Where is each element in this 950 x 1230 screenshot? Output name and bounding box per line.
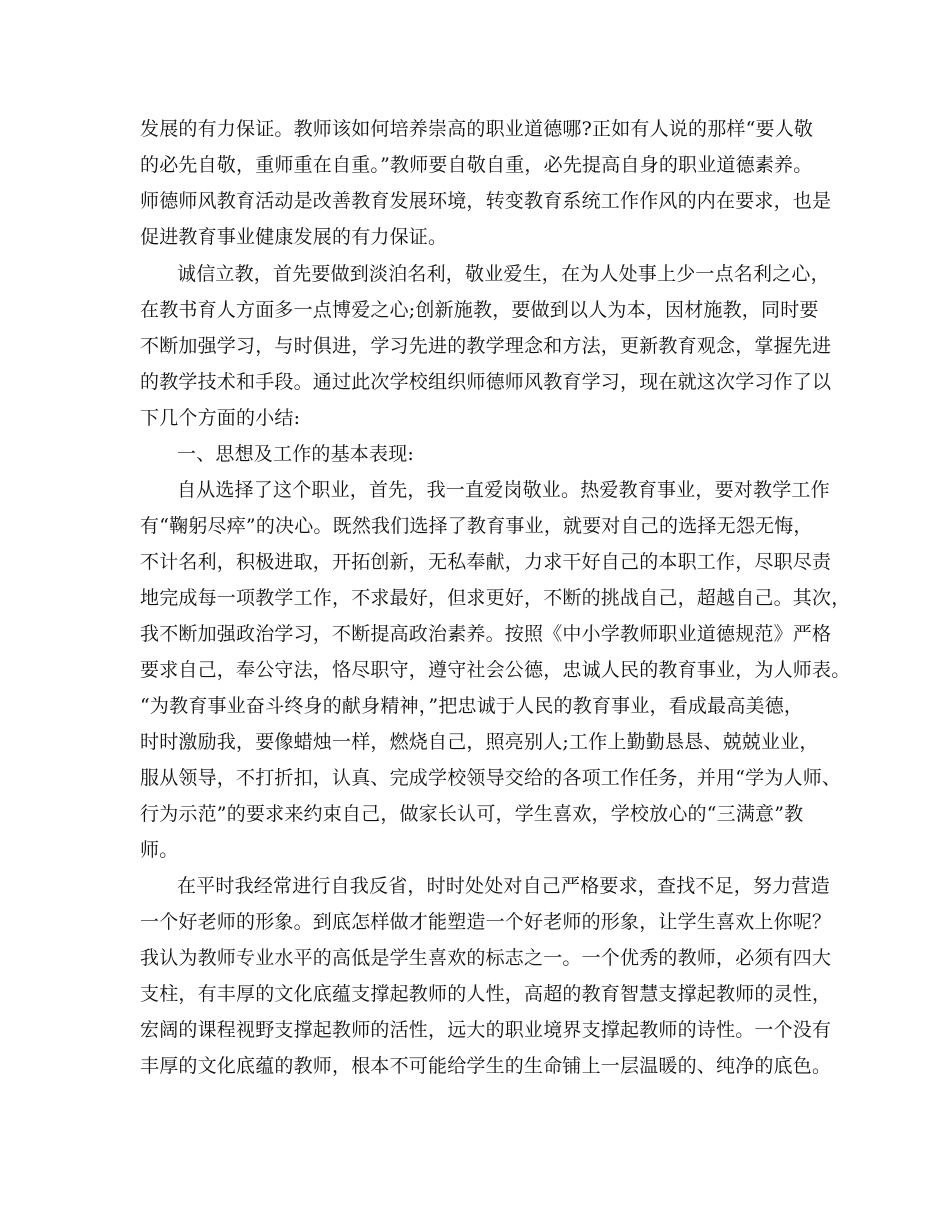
text-line: 下几个方面的小结:: [140, 407, 301, 429]
text-line: 师德师风教育活动是改善教育发展环境，转变教育系统工作作风的内在要求，也是: [140, 190, 832, 212]
paragraph-first-line: 自从选择了这个职业，首先，我一直爱岗敬业。热爱教育事业，要对教学工作: [177, 479, 830, 501]
text-line: 我认为教师专业水平的高低是学生喜欢的标志之一。一个优秀的教师，必须有四大: [140, 947, 832, 969]
text-line: 支柱，有丰厚的文化底蕴支撑起教师的人性，高超的教育智慧支撑起教师的灵性，: [140, 983, 832, 1005]
text-line: 宏阔的课程视野支撑起教师的活性，远大的职业境界支撑起教师的诗性。一个没有: [140, 1019, 832, 1041]
text-line: 一个好老师的形象。到底怎样做才能塑造一个好老师的形象，让学生喜欢上你呢？: [140, 911, 832, 933]
text-line: 在教书育人方面多一点博爱之心;创新施教，要做到以人为本，因材施教，同时要: [140, 299, 819, 321]
paragraph-first-line: 在平时我经常进行自我反省，时时处处对自己严格要求，查找不足，努力营造: [177, 875, 830, 897]
paragraph-first-line: 诚信立教，首先要做到淡泊名利，敬业爱生，在为人处事上少一点名利之心，: [177, 263, 830, 285]
text-line: 要求自己，奉公守法，恪尽职守，遵守社会公德，忠诚人民的教育事业，为人师表。: [140, 659, 851, 681]
text-line: 不计名利，积极进取，开拓创新，无私奉献，力求干好自己的本职工作，尽职尽责: [140, 551, 832, 573]
text-line: 的必先自敬，重师重在自重。”教师要自敬自重，必先提高自身的职业道德素养。: [140, 154, 813, 176]
section-heading: 一、思想及工作的基本表现:: [177, 443, 415, 465]
text-line: 时时激励我，要像蜡烛一样，燃烧自己，照亮别人;工作上勤勤恳恳、兢兢业业，: [140, 731, 819, 753]
text-line: 发展的有力保证。教师该如何培养崇高的职业道德哪?正如有人说的那样“要人敬: [140, 118, 814, 140]
text-line: 的教学技术和手段。通过此次学校组织师德师风教育学习，现在就这次学习作了以: [140, 371, 832, 393]
text-line: 师。: [140, 839, 179, 861]
text-line: 促进教育事业健康发展的有力保证。: [140, 226, 448, 248]
text-line: 有“鞠躬尽瘁”的决心。既然我们选择了教育事业，就要对自己的选择无怨无悔，: [140, 515, 813, 537]
text-line: 不断加强学习，与时俱进，学习先进的教学理念和方法，更新教育观念，掌握先进: [140, 335, 832, 357]
text-line: “为教育事业奋斗终身的献身精神，”把忠诚于人民的教育事业，看成最高美德，: [140, 695, 804, 717]
text-line: 丰厚的文化底蕴的教师，根本不可能给学生的生命铺上一层温暖的、纯净的底色。: [140, 1055, 832, 1077]
text-line: 行为示范”的要求来约束自己，做家长认可，学生喜欢，学校放心的“三满意”教: [140, 803, 804, 825]
text-line: 服从领导，不打折扣，认真、完成学校领导交给的各项工作任务，并用“学为人师、: [140, 767, 842, 789]
text-line: 我不断加强政治学习，不断提高政治素养。按照《中小学教师职业道德规范》严格: [140, 623, 832, 645]
text-line: 地完成每一项教学工作，不求最好，但求更好，不断的挑战自己，超越自己。其次，: [140, 587, 851, 609]
